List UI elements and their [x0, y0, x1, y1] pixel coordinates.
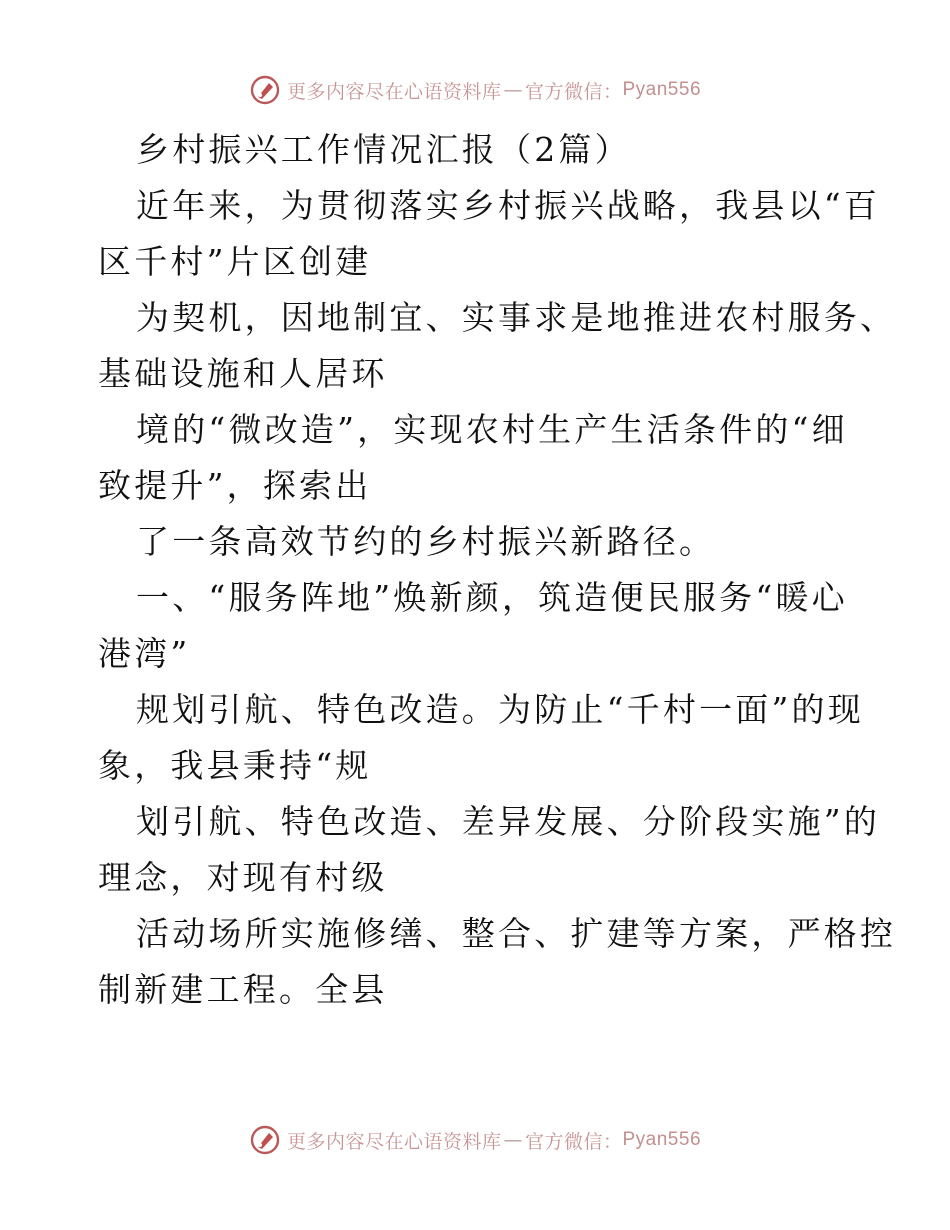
paragraph-line: 近年来，为贯彻落实乡村振兴战略，我县以“百 [136, 186, 881, 225]
paragraph-line: 致提升”，探索出 [98, 466, 372, 505]
watermark-dash: — [503, 79, 523, 101]
paragraph-line: 境的“微改造”，实现农村生产生活条件的“细 [136, 410, 848, 449]
paragraph-line: 规划引航、特色改造。为防止“千村一面”的现 [136, 690, 864, 729]
paragraph-line: 基础设施和人居环 [98, 354, 388, 393]
paragraph-line: 活动场所实施修缮、整合、扩建等方案，严格控 [136, 914, 897, 953]
footer-watermark [0, 1120, 950, 1160]
paragraph-line: 划引航、特色改造、差异发展、分阶段实施”的 [136, 802, 881, 841]
watermark-text: 更多内容尽在心语资料库 [286, 80, 502, 103]
watermark-dash: — [503, 1129, 523, 1151]
header-watermark [0, 70, 950, 110]
document-title: 乡村振兴工作情况汇报（2篇） [136, 130, 631, 169]
section-heading-line: 港湾” [98, 634, 191, 673]
watermark-label: 官方微信： [524, 80, 623, 103]
paragraph-line: 了一条高效节约的乡村振兴新路径。 [136, 522, 716, 561]
pen-nib-logo-icon [249, 74, 281, 106]
document-body [98, 122, 897, 1018]
paragraph-line: 为契机，因地制宜、实事求是地推进农村服务、 [136, 298, 897, 337]
pen-nib-logo-icon [249, 1124, 281, 1156]
paragraph-line: 象，我县秉持“规 [98, 746, 372, 785]
watermark-text: 更多内容尽在心语资料库 [286, 1130, 502, 1153]
watermark-handle: Pyan556 [622, 1129, 702, 1150]
section-heading-line: 一、“服务阵地”焕新颜，筑造便民服务“暖心 [136, 578, 848, 617]
paragraph-line: 区千村”片区创建 [98, 242, 372, 281]
watermark-label: 官方微信： [524, 1130, 623, 1153]
paragraph-line: 制新建工程。全县 [98, 970, 388, 1009]
paragraph-line: 理念，对现有村级 [98, 858, 388, 897]
watermark-handle: Pyan556 [622, 79, 702, 100]
